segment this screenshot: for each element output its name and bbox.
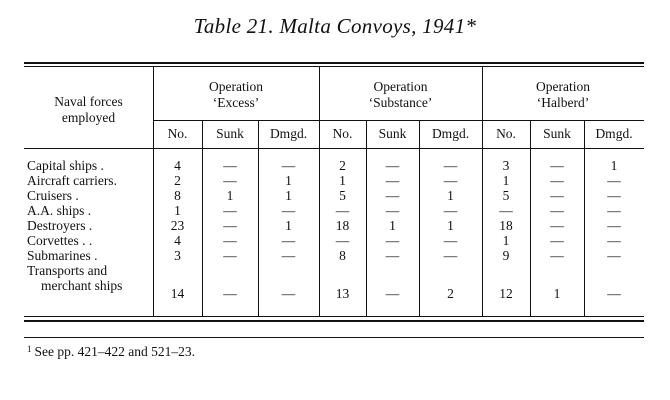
table-cell: —	[385, 286, 400, 301]
table-cell: —	[223, 248, 237, 263]
row-label-line1: Cruisers .	[27, 188, 79, 203]
row-label-line1: Submarines .	[27, 248, 98, 263]
table-title: Table 21. Malta Convoys, 1941*	[193, 14, 477, 38]
top-rule	[24, 62, 644, 64]
table-cell: 2	[174, 173, 181, 188]
table-cell: —	[607, 173, 621, 188]
operation-halberd-header	[482, 79, 644, 111]
table-cell: —	[385, 248, 400, 263]
table-cell: 12	[499, 286, 513, 301]
operation-name: ‘Excess’	[212, 95, 260, 110]
naval-forces-header-line2: employed	[61, 110, 116, 125]
footnote-mark: 1	[27, 344, 32, 354]
table-cell: —	[223, 203, 237, 218]
table-cell: 1	[389, 218, 396, 233]
table-cell: —	[223, 173, 237, 188]
table-cell: 1	[285, 188, 292, 203]
naval-forces-header-line1: Naval forces	[54, 94, 123, 109]
row-label	[27, 233, 151, 248]
col-header-dmgd: Dmgd.	[431, 126, 470, 141]
table-cell: —	[223, 286, 237, 301]
table-cell: 2	[339, 158, 346, 173]
table-cell: 14	[170, 286, 185, 301]
row-label	[27, 218, 151, 233]
row-label-line1: A.A. ships .	[27, 203, 92, 218]
col-header-sunk: Sunk	[378, 126, 407, 141]
table-cell: —	[607, 248, 621, 263]
table-cell: —	[607, 203, 621, 218]
col-header-no: No.	[332, 126, 353, 141]
table-cell: —	[385, 233, 400, 248]
table-cell: 4	[174, 158, 181, 173]
row-label-line1: Aircraft carriers.	[27, 173, 117, 188]
table-cell: —	[223, 218, 237, 233]
table-cell: —	[607, 286, 621, 301]
table-cell: —	[443, 248, 458, 263]
row-label-line1: Transports and	[27, 263, 108, 278]
operation-subrule	[153, 120, 644, 121]
table-cell: —	[223, 233, 237, 248]
table-cell: 1	[174, 203, 181, 218]
table-cell: —	[550, 248, 564, 263]
table-cell: 1	[285, 173, 292, 188]
table-cell: —	[443, 173, 458, 188]
row-label	[27, 248, 151, 263]
table-cell: 9	[502, 248, 510, 263]
table-cell: —	[550, 203, 564, 218]
table-cell: —	[281, 286, 296, 301]
table-cell: —	[499, 203, 513, 218]
table-cell: —	[335, 203, 350, 218]
operation-label: Operation	[536, 79, 590, 94]
bottom-rule-outer	[24, 320, 644, 322]
table-cell: 1	[285, 218, 292, 233]
operation-name: ‘Substance’	[368, 95, 433, 110]
row-label-line1: Capital ships .	[27, 158, 104, 173]
operation-excess-header	[153, 79, 319, 111]
top-rule-inner	[24, 66, 644, 67]
table-cell: 5	[339, 188, 346, 203]
row-label-line2: merchant ships	[41, 278, 123, 293]
table-cell: —	[335, 233, 350, 248]
naval-forces-header	[24, 94, 153, 126]
table-cell: 18	[499, 218, 513, 233]
table-cell: 3	[502, 158, 510, 173]
row-label	[27, 173, 151, 188]
operation-label: Operation	[373, 79, 428, 94]
table-cell: —	[550, 218, 564, 233]
table-cell: 2	[447, 286, 454, 301]
table-cell: 1	[226, 188, 234, 203]
table-cell: 23	[170, 218, 185, 233]
row-label	[27, 188, 151, 203]
table-cell: 1	[502, 233, 510, 248]
operation-name: ‘Halberd’	[536, 95, 590, 110]
col-header-no: No.	[496, 126, 516, 141]
table-cell: —	[550, 233, 564, 248]
table-cell: 5	[502, 188, 510, 203]
table-cell: —	[281, 158, 296, 173]
table-cell: 1	[339, 173, 346, 188]
table-cell: 1	[447, 218, 454, 233]
table-cell: —	[607, 233, 621, 248]
table-cell: 18	[335, 218, 350, 233]
table-cell: 13	[335, 286, 350, 301]
table-cell: 1	[502, 173, 510, 188]
table-cell: 1	[553, 286, 561, 301]
row-label-line1: Destroyers .	[27, 218, 93, 233]
table-cell: —	[281, 248, 296, 263]
table-cell: —	[550, 188, 564, 203]
col-header-sunk: Sunk	[543, 126, 571, 141]
row-label	[27, 158, 151, 173]
footnote-rule	[24, 337, 644, 338]
table-cell: —	[385, 158, 400, 173]
table-cell: 4	[174, 233, 181, 248]
table-cell: —	[385, 173, 400, 188]
table-cell: —	[443, 203, 458, 218]
table-cell: —	[281, 233, 296, 248]
col-header-dmgd: Dmgd.	[595, 126, 633, 141]
table-cell: 1	[447, 188, 454, 203]
table-cell: 3	[174, 248, 181, 263]
table-cell: —	[550, 173, 564, 188]
table-cell: 8	[339, 248, 346, 263]
footnote	[27, 344, 195, 360]
col-header-sunk: Sunk	[216, 126, 244, 141]
table-cell: —	[443, 233, 458, 248]
col-header-dmgd: Dmgd.	[269, 126, 308, 141]
row-label	[27, 203, 151, 218]
footnote-text: See pp. 421–422 and 521–23.	[34, 344, 195, 359]
table-cell: 1	[610, 158, 618, 173]
operation-substance-header	[319, 79, 482, 111]
table-cell: —	[385, 188, 400, 203]
row-label	[27, 263, 151, 293]
col-header-no: No.	[167, 126, 188, 141]
table-cell: —	[607, 218, 621, 233]
table-cell: —	[223, 158, 237, 173]
table-cell: —	[550, 158, 564, 173]
table-cell: 8	[174, 188, 181, 203]
table-cell: —	[385, 203, 400, 218]
bottom-rule	[24, 316, 644, 317]
operation-label: Operation	[209, 79, 263, 94]
table-cell: —	[281, 203, 296, 218]
table-cell: —	[443, 158, 458, 173]
header-rule	[24, 148, 644, 149]
table-cell: —	[607, 188, 621, 203]
row-label-line1: Corvettes . .	[27, 233, 93, 248]
